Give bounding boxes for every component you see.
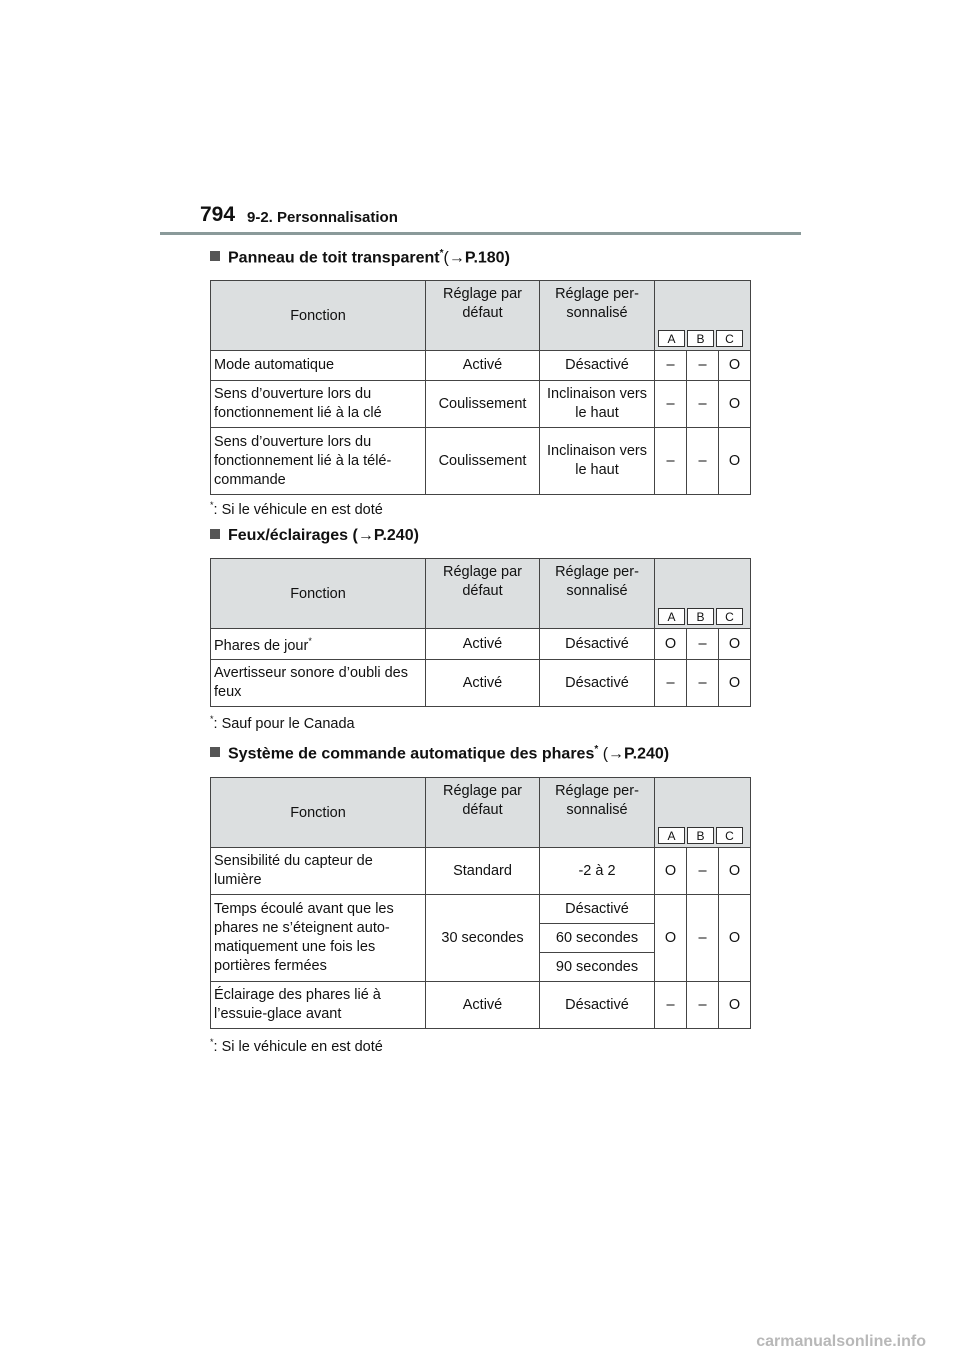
square-bullet-icon (210, 251, 220, 261)
col-header-defaut: Réglage par défaut (426, 778, 540, 848)
table-row: Sensibilité du capteur de lumière Standard -2 à 2 O – O (211, 848, 751, 895)
table-row: Sens d’ouverture lors du fonctionnement lié à la télé-commande Coulissement Inclinaison vers le haut – – O (211, 428, 751, 495)
col-header-perso: Réglage per-sonnalisé (540, 559, 655, 629)
footnote: *: Si le véhicule en est doté (210, 500, 383, 518)
col-header-abc (655, 559, 751, 629)
table-row: Éclairage des phares lié à l’essuie-glace avant Activé Désactivé – – O (211, 982, 751, 1029)
badge-b: B (687, 608, 714, 625)
page-reference[interactable]: P.240) (373, 527, 419, 544)
col-header-abc (655, 778, 751, 848)
col-header-fonction: Fonction (211, 778, 426, 848)
table-subrow: 60 secondes (211, 924, 751, 953)
badge-a: A (658, 330, 685, 347)
table-header-row (211, 778, 751, 848)
section-title-roof-panel: Panneau de toit transparent*(→P.180) (210, 248, 510, 267)
table-roof-panel (210, 280, 751, 495)
square-bullet-icon (210, 529, 220, 539)
footnote: *: Sauf pour le Canada (210, 714, 355, 732)
badge-a: A (658, 608, 685, 625)
table-row: Avertisseur sonore d’oubli des feux Activé Désactivé – – O (211, 660, 751, 707)
watermark: carmanualsonline.info (756, 1333, 926, 1350)
col-header-defaut: Réglage par défaut (426, 559, 540, 629)
table-subrow: 90 secondes (211, 953, 751, 982)
chapter-title: 9-2. Personnalisation (247, 209, 398, 226)
table-auto-headlights (210, 777, 751, 1029)
table-row: Temps écoulé avant que les phares ne s’éteignent auto-matiquement une fois les portières fermées 30 secondes Désactivé O – O (211, 895, 751, 924)
table-row: Phares de jour* Activé Désactivé O – O (211, 629, 751, 660)
badge-c: C (716, 608, 743, 625)
table-lights (210, 558, 751, 707)
col-header-fonction: Fonction (211, 559, 426, 629)
col-header-defaut: Réglage par défaut (426, 281, 540, 351)
header-rule (160, 232, 801, 235)
badge-c: C (716, 330, 743, 347)
badge-b: B (687, 330, 714, 347)
page-reference[interactable]: P.240) (624, 745, 670, 763)
badge-c: C (716, 827, 743, 844)
badge-b: B (687, 827, 714, 844)
badge-a: A (658, 827, 685, 844)
footnote: *: Si le véhicule en est doté (210, 1037, 383, 1055)
col-header-fonction: Fonction (211, 281, 426, 351)
table-row: Sens d’ouverture lors du fonctionnement lié à la clé Coulissement Inclinaison vers le haut – – O (211, 381, 751, 428)
square-bullet-icon (210, 747, 220, 757)
page-number: 794 (200, 203, 236, 226)
col-header-perso: Réglage per-sonnalisé (540, 281, 655, 351)
table-header-row (211, 559, 751, 629)
col-header-abc (655, 281, 751, 351)
page-header (200, 203, 800, 235)
page-reference[interactable]: P.180) (464, 249, 510, 267)
col-header-perso: Réglage per-sonnalisé (540, 778, 655, 848)
table-row: Mode automatique Activé Désactivé – – O (211, 351, 751, 381)
section-title-auto-headlights: Système de commande automatique des phares* (→P.240) (210, 744, 669, 763)
section-title-lights: Feux/éclairages (→P.240) (210, 527, 419, 545)
table-header-row (211, 281, 751, 351)
